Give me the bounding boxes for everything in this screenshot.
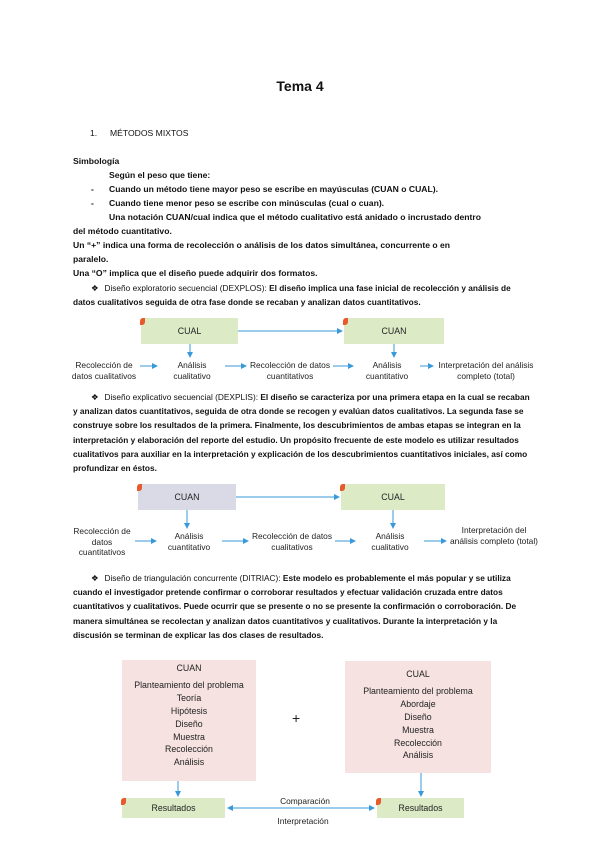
ditriac-lead: Diseño de triangulación concurrente (DITRIAC):: [104, 573, 281, 583]
dexplis-box-cual: CUAL: [341, 484, 445, 510]
ditriac-result-right: Resultados: [377, 798, 464, 818]
dexplis-step-5: Interpretación del análisis completo (total): [450, 525, 538, 546]
ditriac-result-left: Resultados: [122, 798, 225, 818]
ditriac-cuan-item: Hipótesis: [170, 705, 208, 716]
dexplis-step-2: Análisis cuantitativo: [167, 531, 211, 552]
section-heading: MÉTODOS MIXTOS: [110, 128, 189, 138]
ditriac-cuan-item: Teoría: [176, 692, 202, 703]
simbologia-note2b: paralelo.: [73, 254, 109, 264]
diamond-bullet-icon: ❖: [91, 392, 99, 402]
ditriac-comparison: Comparación: [280, 796, 330, 806]
ditriac-cual-item: Muestra: [402, 724, 434, 735]
ditriac-cual-title: CUAL: [406, 669, 430, 679]
page-title: Tema 4: [276, 78, 324, 94]
ditriac-cual-item: Análisis: [402, 750, 434, 761]
dexplis-box-cuan: CUAN: [138, 484, 236, 510]
dexplos-box-cual: CUAL: [141, 318, 238, 344]
dexplis-step-1: Recolección de datos cuantitativos: [73, 526, 131, 557]
dexplos-lead: Diseño exploratorio secuencial (DEXPLOS):: [104, 283, 267, 293]
dexplos-step-1: Recolección de datos cualitativos: [71, 360, 137, 381]
dexplos-box-cuan: CUAN: [344, 318, 444, 344]
simbologia-note1b: del método cuantitativo.: [73, 226, 172, 236]
ditriac-cual-item: Recolección: [394, 737, 442, 748]
dexplos-step-4: Análisis cuantitativo: [365, 360, 409, 381]
diamond-bullet-icon: ❖: [91, 283, 99, 293]
ditriac-cuan-item: Planteamiento del problema: [134, 679, 244, 690]
dexplis-lead: Diseño explicativo secuencial (DEXPLIS):: [104, 392, 259, 402]
ditriac-cuan-item: Recolección: [165, 744, 213, 755]
dexplis-step-3: Recolección de datos cualitativos: [251, 531, 333, 552]
dexplos-step-5: Interpretación del análisis completo (total): [438, 360, 534, 381]
ditriac-cuan-item: Muestra: [173, 731, 205, 742]
ditriac-text: Este modelo es probablemente el más popular y se utiliza cuando el investigador pretende confirmar o corroborar resultados y efectuar validación cruzada entre datos cuantitativos y cualitativos. Puede ocurrir que se presente o no se presente la confirmación o corroboración. De manera simultánea se recolectan y analizan datos cuantitativos y cualitativos. Durante la interpretación y la discusión se terminan de explicar las dos clases de resultados.: [73, 573, 517, 640]
diamond-bullet-icon: ❖: [91, 573, 99, 583]
dexplos-text: El diseño implica una fase inicial de recolección y análisis de datos cualitativos seguida de otra fase donde se recaban y analizan datos cuantitativos.: [73, 283, 511, 308]
simbologia-heading: Simbología: [73, 156, 120, 166]
dexplis-step-4: Análisis cualitativo: [371, 531, 409, 552]
simbologia-line1: Según el peso que tiene:: [109, 170, 211, 180]
ditriac-cual-item: Planteamiento del problema: [363, 685, 473, 696]
bullet-dash: -: [91, 198, 94, 208]
simbologia-bullet2: Cuando tiene menor peso se escribe con minúsculas (cual o cuan).: [109, 198, 385, 208]
dexplis-text: El diseño se caracteriza por una primera etapa en la cual se recaban y analizan datos cuantitativos, seguida de otra donde se recogen y evalúan datos cualitativos. La segunda fase se construye sobre los resultados de la primera. Finalmente, los descubrimientos de ambas etapas se integran en la interpretación y elaboración del reporte del estudio. Un propósito frecuente de este modelo es utilizar resultados cualitativos para auxiliar en la interpretación y explicación de los descubrimientos cuantitativos iniciales, así como profundizar en éstos.: [73, 392, 530, 474]
ditriac-plus: +: [292, 710, 301, 726]
dexplos-step-3: Recolección de datos cuantitativos: [249, 360, 331, 381]
ditriac-cuan-title: CUAN: [176, 663, 202, 673]
simbologia-note2a: Un “+” indica una forma de recolección o análisis de los datos simultánea, concurrente o en: [73, 240, 451, 250]
ditriac-cuan-item: Diseño: [175, 718, 203, 729]
bullet-dash: -: [91, 184, 94, 194]
ditriac-cuan-item: Análisis: [173, 757, 205, 768]
simbologia-note1a: Una notación CUAN/cual indica que el método cualitativo está anidado o incrustado dentro: [109, 212, 481, 222]
section-number: 1.: [90, 128, 98, 138]
ditriac-interpretation: Interpretación: [277, 816, 329, 826]
ditriac-cual-item: Diseño: [404, 711, 432, 722]
ditriac-cual-item: Abordaje: [400, 698, 436, 709]
dexplos-step-2: Análisis cualitativo: [173, 360, 211, 381]
simbologia-bullet1: Cuando un método tiene mayor peso se escribe en mayúsculas (CUAN o CUAL).: [109, 184, 439, 194]
simbologia-note3: Una “O” implica que el diseño puede adquirir dos formatos.: [73, 268, 318, 278]
